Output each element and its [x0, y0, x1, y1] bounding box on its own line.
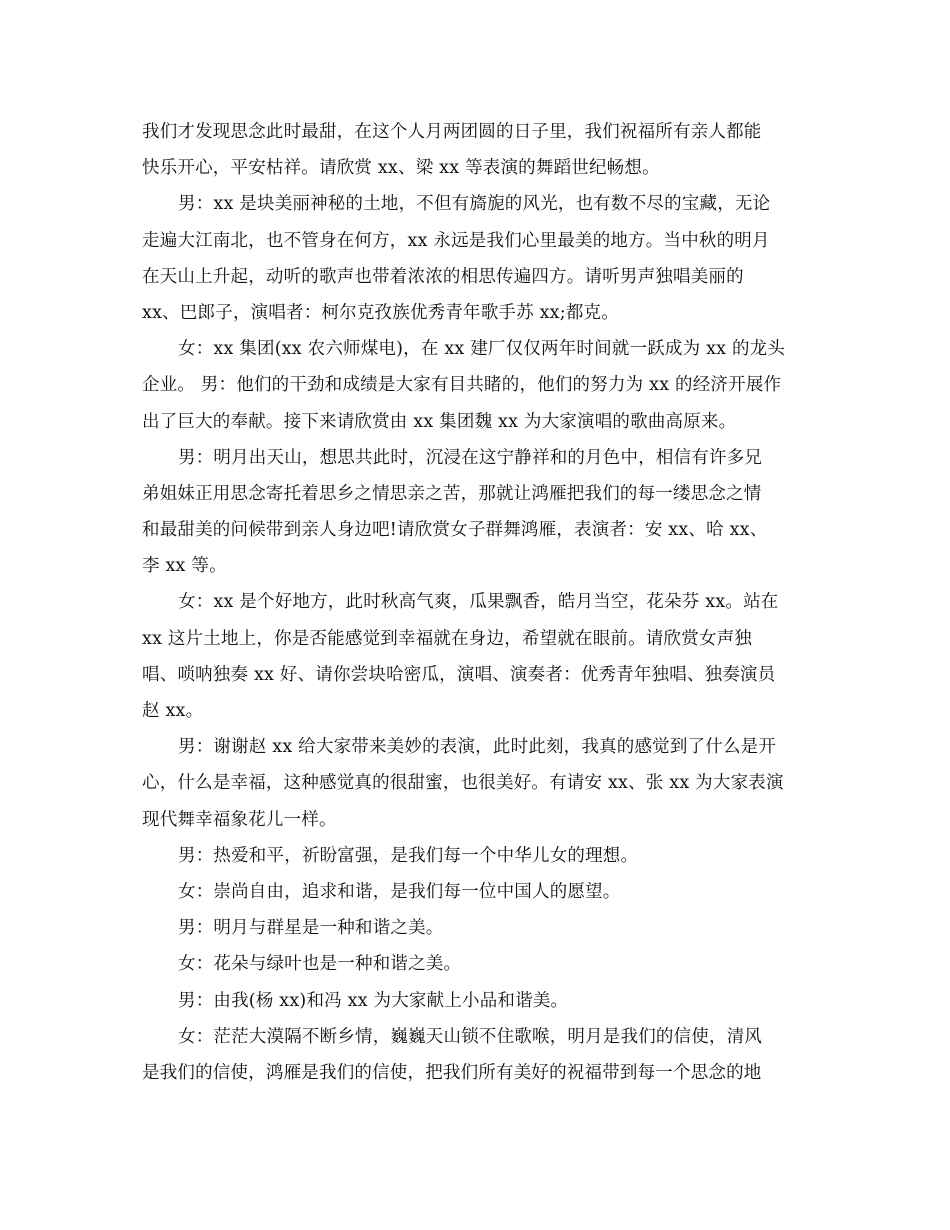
text-line: 男：明月与群星是一种和谐之美。	[178, 918, 444, 939]
text-line: 男：由我(杨 xx)和冯 xx 为大家献上小品和谐美。	[178, 990, 569, 1011]
text-line: 唱、唢呐独奏 xx 好、请你尝块哈密瓜，演唱、演奏者：优秀青年独唱、独奏演员	[142, 664, 776, 685]
text-line: 女：xx 集团(xx 农六师煤电)，在 xx 建厂仅仅两年时间就一跃成为 xx 的龙头	[178, 339, 786, 360]
text-line: 女：崇尚自由，追求和谐，是我们每一位中国人的愿望。	[178, 881, 621, 902]
text-line: 现代舞幸福象花儿一样。	[142, 809, 337, 830]
text-line: 男：谢谢赵 xx 给大家带来美妙的表演，此时此刻，我真的感觉到了什么是开	[178, 737, 777, 758]
text-line: xx、巴郎子，演唱者：柯尔克孜族优秀青年歌手苏 xx;都克。	[142, 302, 619, 323]
text-line: 女：花朵与绿叶也是一种和谐之美。	[178, 954, 462, 975]
text-line: 我们才发现思念此时最甜，在这个人月两团圆的日子里，我们祝福所有亲人都能	[142, 122, 762, 142]
text-line: 走遍大江南北，也不管身在何方，xx 永远是我们心里最美的地方。当中秋的明月	[142, 230, 770, 251]
text-line: 在天山上升起，动听的歌声也带着浓浓的相思传遍四方。请听男声独唱美丽的	[142, 266, 744, 287]
text-line: 李 xx 等。	[142, 556, 227, 577]
text-line: 赵 xx。	[142, 701, 204, 721]
text-line: 出了巨大的奉献。接下来请欣赏由 xx 集团魏 xx 为大家演唱的歌曲高原来。	[142, 411, 737, 432]
text-line: 男：热爱和平，祈盼富强，是我们每一个中华儿女的理想。	[178, 845, 639, 866]
text-line: 男：明月出天山，想思共此时，沉浸在这宁静祥和的月色中，相信有许多兄	[178, 447, 763, 468]
document-body	[142, 114, 810, 1091]
text-line: 是我们的信使，鸿雁是我们的信使，把我们所有美好的祝福带到每一个思念的地	[142, 1062, 762, 1083]
text-line: 男：xx 是块美丽神秘的土地，不但有旖旎的风光，也有数不尽的宝藏，无论	[178, 194, 771, 215]
text-line: 弟姐妹正用思念寄托着思乡之情思亲之苦，那就让鸿雁把我们的每一缕思念之情	[142, 483, 762, 504]
text-line: xx 这片土地上，你是否能感觉到幸福就在身边，希望就在眼前。请欣赏女声独	[142, 628, 752, 649]
text-line: 女：xx 是个好地方，此时秋高气爽，瓜果飘香，皓月当空，花朵芬 xx。站在	[178, 592, 779, 613]
text-line: 和最甜美的问候带到亲人身边吧!请欣赏女子群舞鸿雁，表演者：安 xx、哈 xx、	[142, 520, 768, 541]
text-line: 女：茫茫大漠隔不断乡情，巍巍天山锁不住歌喉，明月是我们的信使，清风	[178, 1026, 763, 1047]
text-line: 快乐开心，平安枯祥。请欣赏 xx、梁 xx 等表演的舞蹈世纪畅想。	[142, 158, 660, 179]
text-line: 企业。 男：他们的干劲和成绩是大家有目共睹的，他们的努力为 xx 的经济开展作	[142, 375, 782, 396]
text-line: 心，什么是幸福，这种感觉真的很甜蜜，也很美好。有请安 xx、张 xx 为大家表演	[142, 773, 784, 794]
